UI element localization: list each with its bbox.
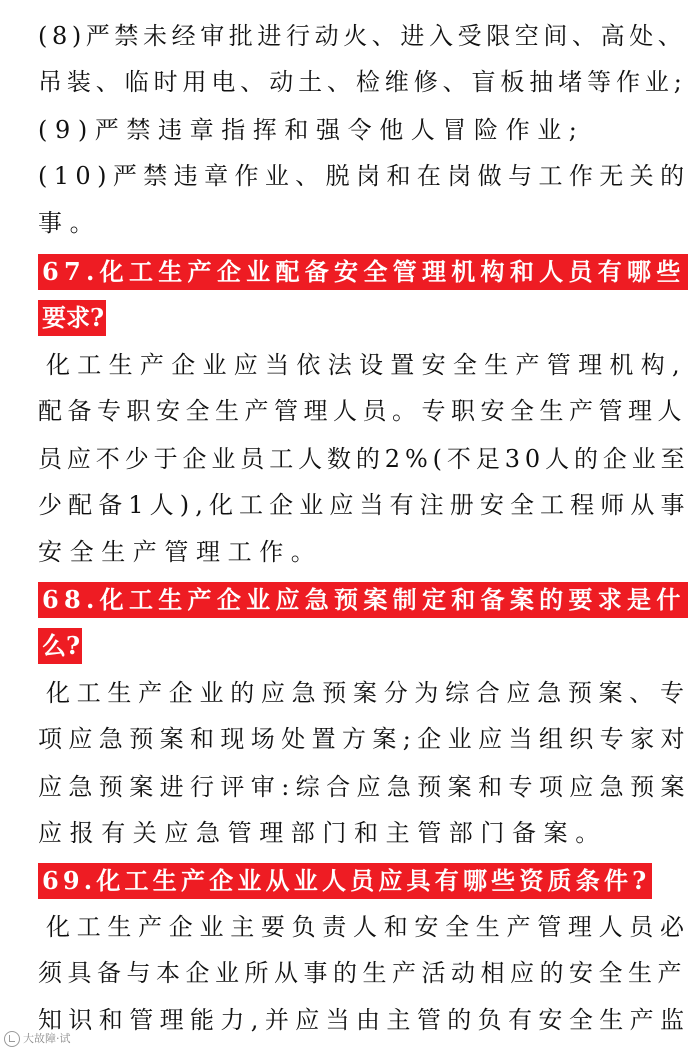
- text-line: 吊装、临时用电、动土、检维修、盲板抽堵等作业;: [38, 68, 687, 96]
- question-68-heading-cont: 么?: [38, 628, 82, 664]
- watermark: [4, 1030, 71, 1047]
- camera-circle-icon: [4, 1031, 20, 1047]
- text-line: 事。: [38, 209, 102, 237]
- answer-69-line: 化工生产企业主要负责人和安全生产管理人员必: [46, 913, 691, 941]
- answer-68-line: 应报有关应急管理部门和主管部门备案。: [38, 819, 607, 847]
- answer-68-line: 化工生产企业的应急预案分为综合应急预案、专: [46, 679, 691, 707]
- answer-68-line: 应急预案进行评审:综合应急预案和专项应急预案: [38, 773, 691, 801]
- answer-67-line: 员应不少于企业员工人数的2%(不足30人的企业至: [38, 445, 690, 473]
- text-line: (10)严禁违章作业、脱岗和在岗做与工作无关的: [38, 162, 691, 190]
- answer-67-line: 少配备1人),化工企业应当有注册安全工程师从事: [38, 491, 691, 519]
- question-69-heading: 69.化工生产企业从业人员应具有哪些资质条件?: [38, 863, 652, 899]
- answer-67-line: 化工生产企业应当依法设置安全生产管理机构,: [46, 351, 687, 379]
- answer-68-line: 项应急预案和现场处置方案;企业应当组织专家对: [38, 725, 691, 753]
- answer-69-line: 须具备与本企业所从事的生产活动相应的安全生产: [38, 959, 687, 987]
- text-line: (9)严禁违章指挥和强令他人冒险作业;: [38, 116, 585, 144]
- question-67-heading-cont: 要求?: [38, 300, 106, 336]
- answer-69-line: 知识和管理能力,并应当由主管的负有安全生产监: [38, 1006, 691, 1034]
- answer-67-line: 安全生产管理工作。: [38, 538, 323, 566]
- watermark-text: 大故障·试: [23, 1032, 71, 1045]
- answer-67-line: 配备专职安全生产管理人员。专职安全生产管理人: [38, 397, 687, 425]
- text-line: (8)严禁未经审批进行动火、进入受限空间、高处、: [38, 22, 687, 50]
- question-67-heading: 67.化工生产企业配备安全管理机构和人员有哪些: [38, 254, 688, 290]
- question-68-heading: 68.化工生产企业应急预案制定和备案的要求是什: [38, 582, 688, 618]
